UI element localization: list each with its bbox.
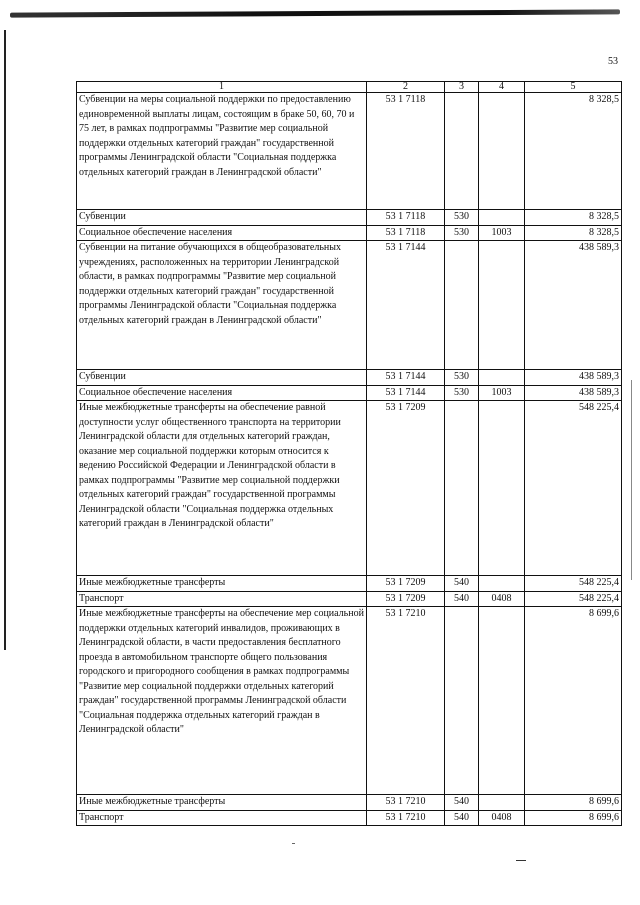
page-number: 53	[608, 56, 618, 67]
cell-expense-type: 540	[445, 795, 479, 811]
cell-description: Транспорт	[77, 591, 367, 607]
cell-expense-type: 530	[445, 370, 479, 386]
cell-expense-type: 530	[445, 385, 479, 401]
header-col-5: 5	[525, 82, 622, 93]
table-row	[77, 576, 622, 592]
cell-section	[479, 241, 525, 370]
table-row	[77, 385, 622, 401]
cell-description: Иные межбюджетные трансферты на обеспечение равной доступности услуг общественного транспорта на территории Ленинградской области для отдельных категорий граждан, оказание мер социальной поддержки которым относится к ведению Российской Федерации и Ленинградской области в рамках подпрограммы "Развитие мер социальной поддержки отдельных категорий граждан" государственной программы Ленинградской области "Социальная поддержка отдельных категорий граждан в Ленинградской области"	[77, 401, 367, 576]
cell-section: 1003	[479, 225, 525, 241]
table-row	[77, 370, 622, 386]
cell-amount: 438 589,3	[525, 385, 622, 401]
cell-section	[479, 607, 525, 795]
cell-section	[479, 210, 525, 226]
cell-amount: 548 225,4	[525, 401, 622, 576]
scan-left-edge	[4, 30, 6, 650]
cell-target-code: 53 1 7144	[367, 370, 445, 386]
table-row	[77, 241, 622, 370]
table-row	[77, 795, 622, 811]
table-row	[77, 401, 622, 576]
table-row	[77, 607, 622, 795]
cell-section	[479, 576, 525, 592]
scan-mark	[516, 860, 526, 861]
cell-description: Иные межбюджетные трансферты	[77, 576, 367, 592]
cell-description: Субвенции	[77, 370, 367, 386]
scan-top-edge	[0, 0, 640, 24]
cell-description: Иные межбюджетные трансферты на обеспечение мер социальной поддержки отдельных категорий инвалидов, проживающих в Ленинградской области, в части предоставления бесплатного проезда в автомобильном транспорте общего пользования городского и пригородного сообщения в рамках подпрограммы "Развитие мер социальной поддержки отдельных категорий граждан" государственной программы Ленинградской области "Социальная поддержка отдельных категорий граждан в Ленинградской области"	[77, 607, 367, 795]
cell-description: Субвенции на меры социальной поддержки по предоставлению единовременной выплаты лицам, состоящим в браке 50, 60, 70 и 75 лет, в рамках подпрограммы "Развитие мер социальной поддержки отдельных категорий граждан" государственной программы Ленинградской области "Социальная поддержка отдельных категорий граждан в Ленинградской области"	[77, 93, 367, 210]
table-row	[77, 591, 622, 607]
scan-right-edge	[631, 380, 632, 580]
scan-speck	[292, 843, 295, 844]
cell-section	[479, 93, 525, 210]
header-col-1: 1	[77, 82, 367, 93]
cell-amount: 438 589,3	[525, 370, 622, 386]
cell-target-code: 53 1 7209	[367, 591, 445, 607]
cell-section	[479, 401, 525, 576]
cell-amount: 438 589,3	[525, 241, 622, 370]
cell-amount: 8 699,6	[525, 795, 622, 811]
cell-description: Субвенции на питание обучающихся в общеобразовательных учреждениях, расположенных на территории Ленинградской области, в рамках подпрограммы "Развитие мер социальной поддержки отдельных категорий граждан" государственной программы Ленинградской области "Социальная поддержка отдельных категорий граждан в Ленинградской области"	[77, 241, 367, 370]
cell-expense-type: 530	[445, 225, 479, 241]
cell-expense-type	[445, 241, 479, 370]
cell-expense-type: 540	[445, 576, 479, 592]
cell-target-code: 53 1 7210	[367, 607, 445, 795]
cell-description: Социальное обеспечение населения	[77, 225, 367, 241]
cell-section: 0408	[479, 810, 525, 826]
cell-expense-type	[445, 401, 479, 576]
cell-amount: 8 328,5	[525, 210, 622, 226]
cell-description: Транспорт	[77, 810, 367, 826]
table-row	[77, 810, 622, 826]
cell-expense-type	[445, 93, 479, 210]
cell-target-code: 53 1 7144	[367, 385, 445, 401]
header-col-2: 2	[367, 82, 445, 93]
cell-section	[479, 795, 525, 811]
cell-amount: 8 699,6	[525, 607, 622, 795]
cell-target-code: 53 1 7118	[367, 210, 445, 226]
cell-amount: 548 225,4	[525, 576, 622, 592]
cell-description: Иные межбюджетные трансферты	[77, 795, 367, 811]
table-header-row	[77, 82, 622, 93]
cell-amount: 548 225,4	[525, 591, 622, 607]
cell-section	[479, 370, 525, 386]
cell-description: Социальное обеспечение населения	[77, 385, 367, 401]
header-col-3: 3	[445, 82, 479, 93]
cell-amount: 8 328,5	[525, 225, 622, 241]
cell-section: 1003	[479, 385, 525, 401]
cell-expense-type	[445, 607, 479, 795]
table-row	[77, 93, 622, 210]
cell-expense-type: 530	[445, 210, 479, 226]
cell-target-code: 53 1 7144	[367, 241, 445, 370]
cell-target-code: 53 1 7209	[367, 401, 445, 576]
header-col-4: 4	[479, 82, 525, 93]
cell-target-code: 53 1 7210	[367, 810, 445, 826]
cell-section: 0408	[479, 591, 525, 607]
cell-amount: 8 328,5	[525, 93, 622, 210]
cell-target-code: 53 1 7210	[367, 795, 445, 811]
cell-amount: 8 699,6	[525, 810, 622, 826]
cell-target-code: 53 1 7209	[367, 576, 445, 592]
budget-table	[76, 81, 622, 826]
cell-expense-type: 540	[445, 591, 479, 607]
table-row	[77, 225, 622, 241]
cell-target-code: 53 1 7118	[367, 93, 445, 210]
cell-description: Субвенции	[77, 210, 367, 226]
cell-expense-type: 540	[445, 810, 479, 826]
cell-target-code: 53 1 7118	[367, 225, 445, 241]
table-row	[77, 210, 622, 226]
